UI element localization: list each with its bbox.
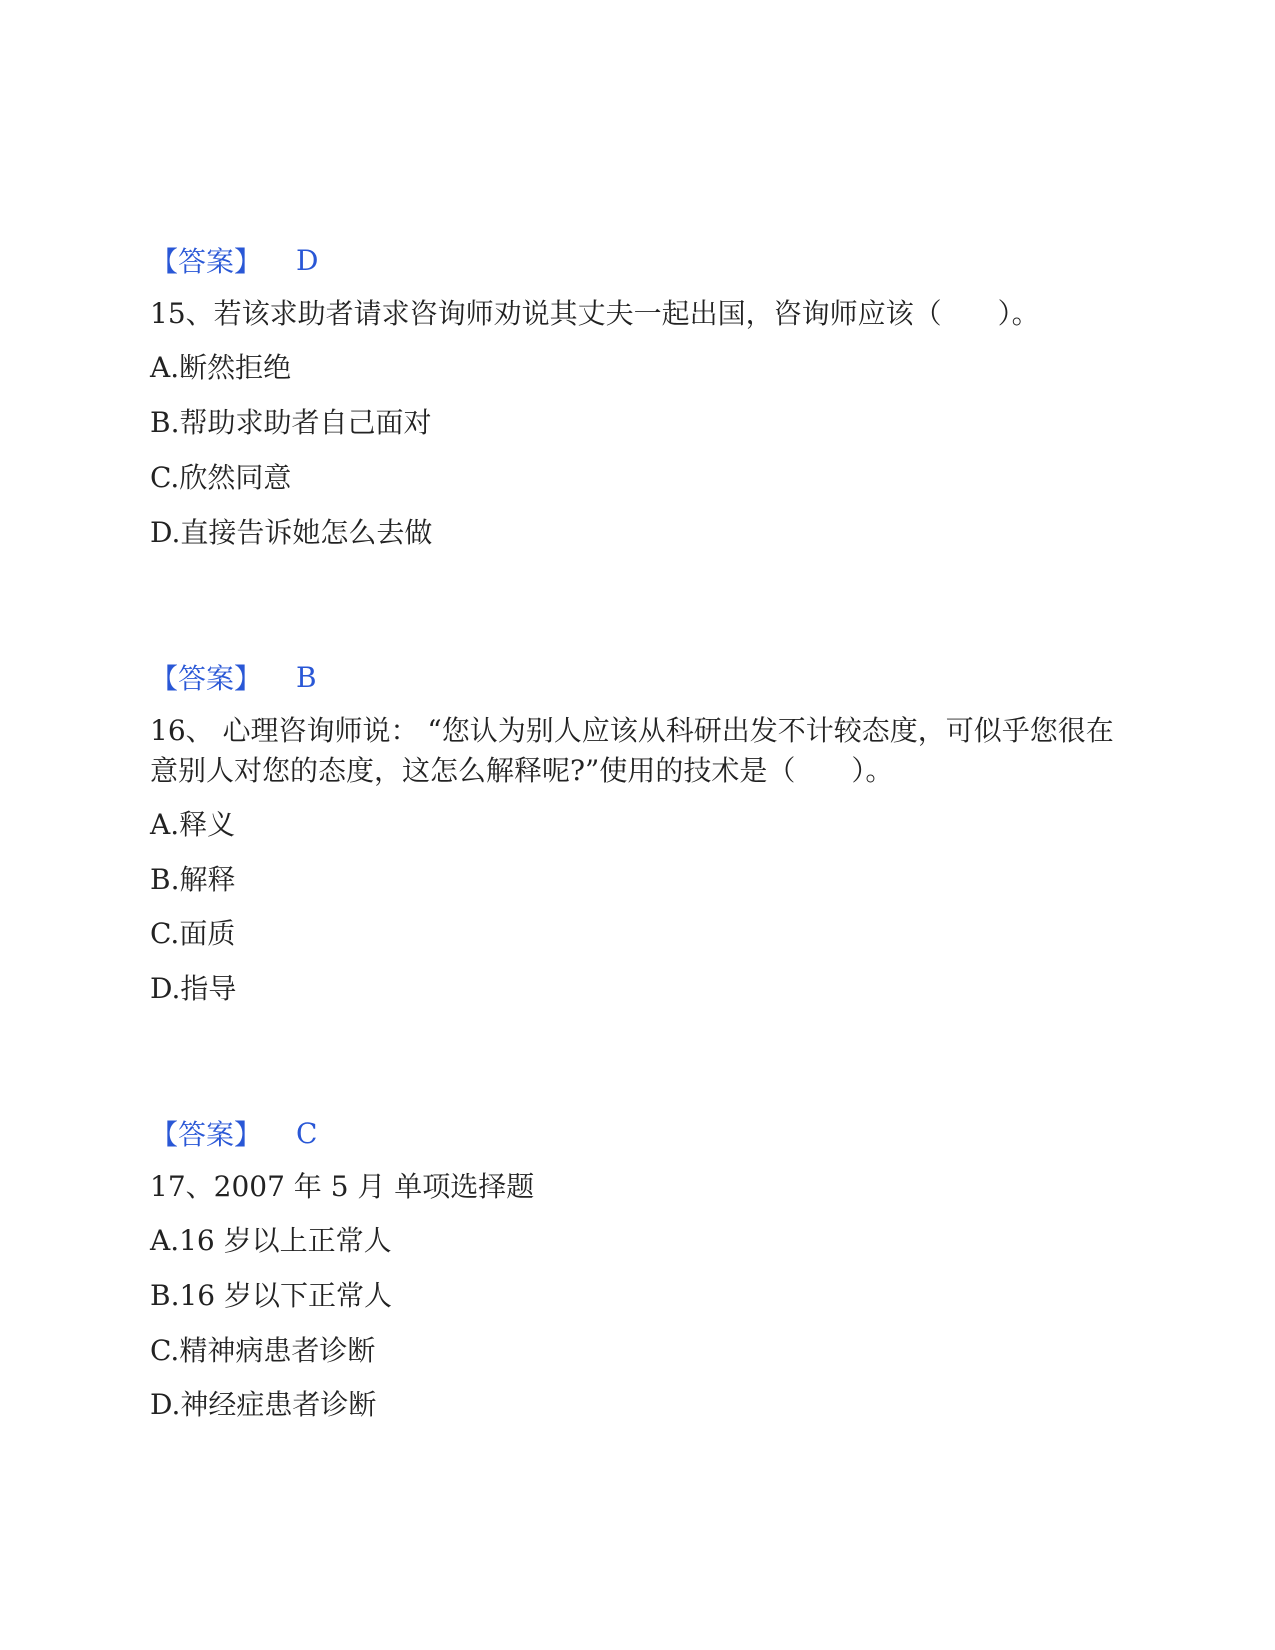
option-a: A.16 岁以上正常人	[150, 1224, 392, 1257]
answer-row	[150, 240, 318, 280]
answer-label: 【答案】	[150, 245, 263, 278]
option-c: C.欣然同意	[150, 461, 292, 494]
question-text: 16、 心理咨询师说： “您认为别人应该从科研出发不计较态度，可似乎您很在意别人对您的态度，这怎么解释呢?”使用的技术是（ ）。	[150, 714, 1114, 787]
answer-row	[150, 657, 317, 697]
option-d: D.神经症患者诊断	[150, 1388, 377, 1421]
question-text: 17、2007 年 5 月 单项选择题	[150, 1170, 535, 1203]
answer-value: D	[296, 243, 319, 277]
option-d: D.指导	[150, 972, 237, 1005]
answer-row	[150, 1113, 317, 1153]
answer-label: 【答案】	[150, 1118, 263, 1151]
option-a: A.断然拒绝	[150, 351, 292, 384]
answer-value: C	[296, 1116, 318, 1150]
option-b: B.帮助求助者自己面对	[150, 406, 432, 439]
option-b: B.解释	[150, 863, 236, 896]
option-c: C.精神病患者诊断	[150, 1334, 376, 1367]
option-d: D.直接告诉她怎么去做	[150, 516, 433, 549]
answer-value: B	[296, 660, 317, 694]
option-a: A.释义	[150, 808, 236, 841]
question-text: 15、若该求助者请求咨询师劝说其丈夫一起出国，咨询师应该（ ）。	[150, 297, 1040, 330]
option-b: B.16 岁以下正常人	[150, 1279, 393, 1312]
answer-label: 【答案】	[150, 662, 263, 695]
option-c: C.面质	[150, 917, 236, 950]
